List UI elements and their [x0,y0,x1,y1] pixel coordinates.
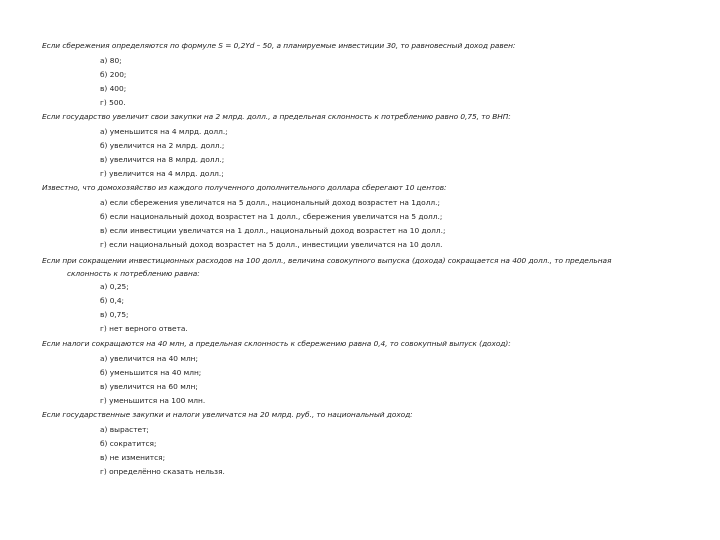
question-4-line-2: склонность к потреблению равна: [67,269,200,278]
answer-5c: в) увеличится на 60 млн; [100,382,198,391]
answer-2d: г) увеличится на 4 млрд. долл.; [100,169,224,178]
question-4 [42,254,682,280]
answer-6c: в) не изменится; [100,453,166,462]
question-1: Если сбережения определяются по формуле S = 0,2Yd – 50, а планируемые инвестиции 30, то равновесный доход равен: [42,41,516,50]
answer-3b: б) если национальный доход возрастет на 1 долл., сбережения увеличатся на 5 долл.; [100,212,443,221]
answer-1b: б) 200; [100,70,127,79]
answer-4a: а) 0,25; [100,282,129,291]
answer-4d: г) нет верного ответа. [100,324,188,333]
answer-1d: г) 500. [100,98,126,107]
answer-3c: в) если инвестиции увеличатся на 1 долл., национальный доход возрастет на 10 долл.; [100,226,446,235]
answer-2c: в) увеличится на 8 млрд. долл.; [100,155,225,164]
answer-5a: а) увеличится на 40 млн; [100,354,198,363]
question-2: Если государство увеличит свои закупки на 2 млрд. долл., а предельная склонность к потреблению равно 0,75, то ВНП: [42,112,511,121]
question-4-line-1: Если при сокращении инвестиционных расходов на 100 долл., величина совокупного выпуска (дохода) сокращается на 400 долл., то предельная [42,256,612,265]
question-3: Известно, что домохозяйство из каждого полученного дополнительного доллара сберегают 10 центов: [42,183,447,192]
answer-4c: в) 0,75; [100,310,129,319]
answer-1a: а) 80; [100,56,122,65]
answer-3a: а) если сбережения увеличатся на 5 долл., национальный доход возрастет на 1долл.; [100,198,440,207]
answer-2b: б) увеличится на 2 млрд. долл.; [100,141,225,150]
question-5: Если налоги сокращаются на 40 млн, а предельная склонность к сбережению равна 0,4, то совокупный выпуск (доход): [42,339,511,348]
answer-1c: в) 400; [100,84,127,93]
answer-6a: а) вырастет; [100,425,149,434]
answer-4b: б) 0,4; [100,296,125,305]
question-6: Если государственные закупки и налоги увеличатся на 20 млрд. руб., то национальный доход: [42,410,413,419]
answer-5b: б) уменьшится на 40 млн; [100,368,202,377]
answer-3d: г) если национальный доход возрастет на 5 долл., инвестиции увеличатся на 10 долл. [100,240,443,249]
answer-2a: а) уменьшится на 4 млрд. долл.; [100,127,228,136]
answer-6b: б) сократится; [100,439,157,448]
answer-5d: г) уменьшится на 100 млн. [100,396,206,405]
answer-6d: г) определённо сказать нельзя. [100,467,225,476]
